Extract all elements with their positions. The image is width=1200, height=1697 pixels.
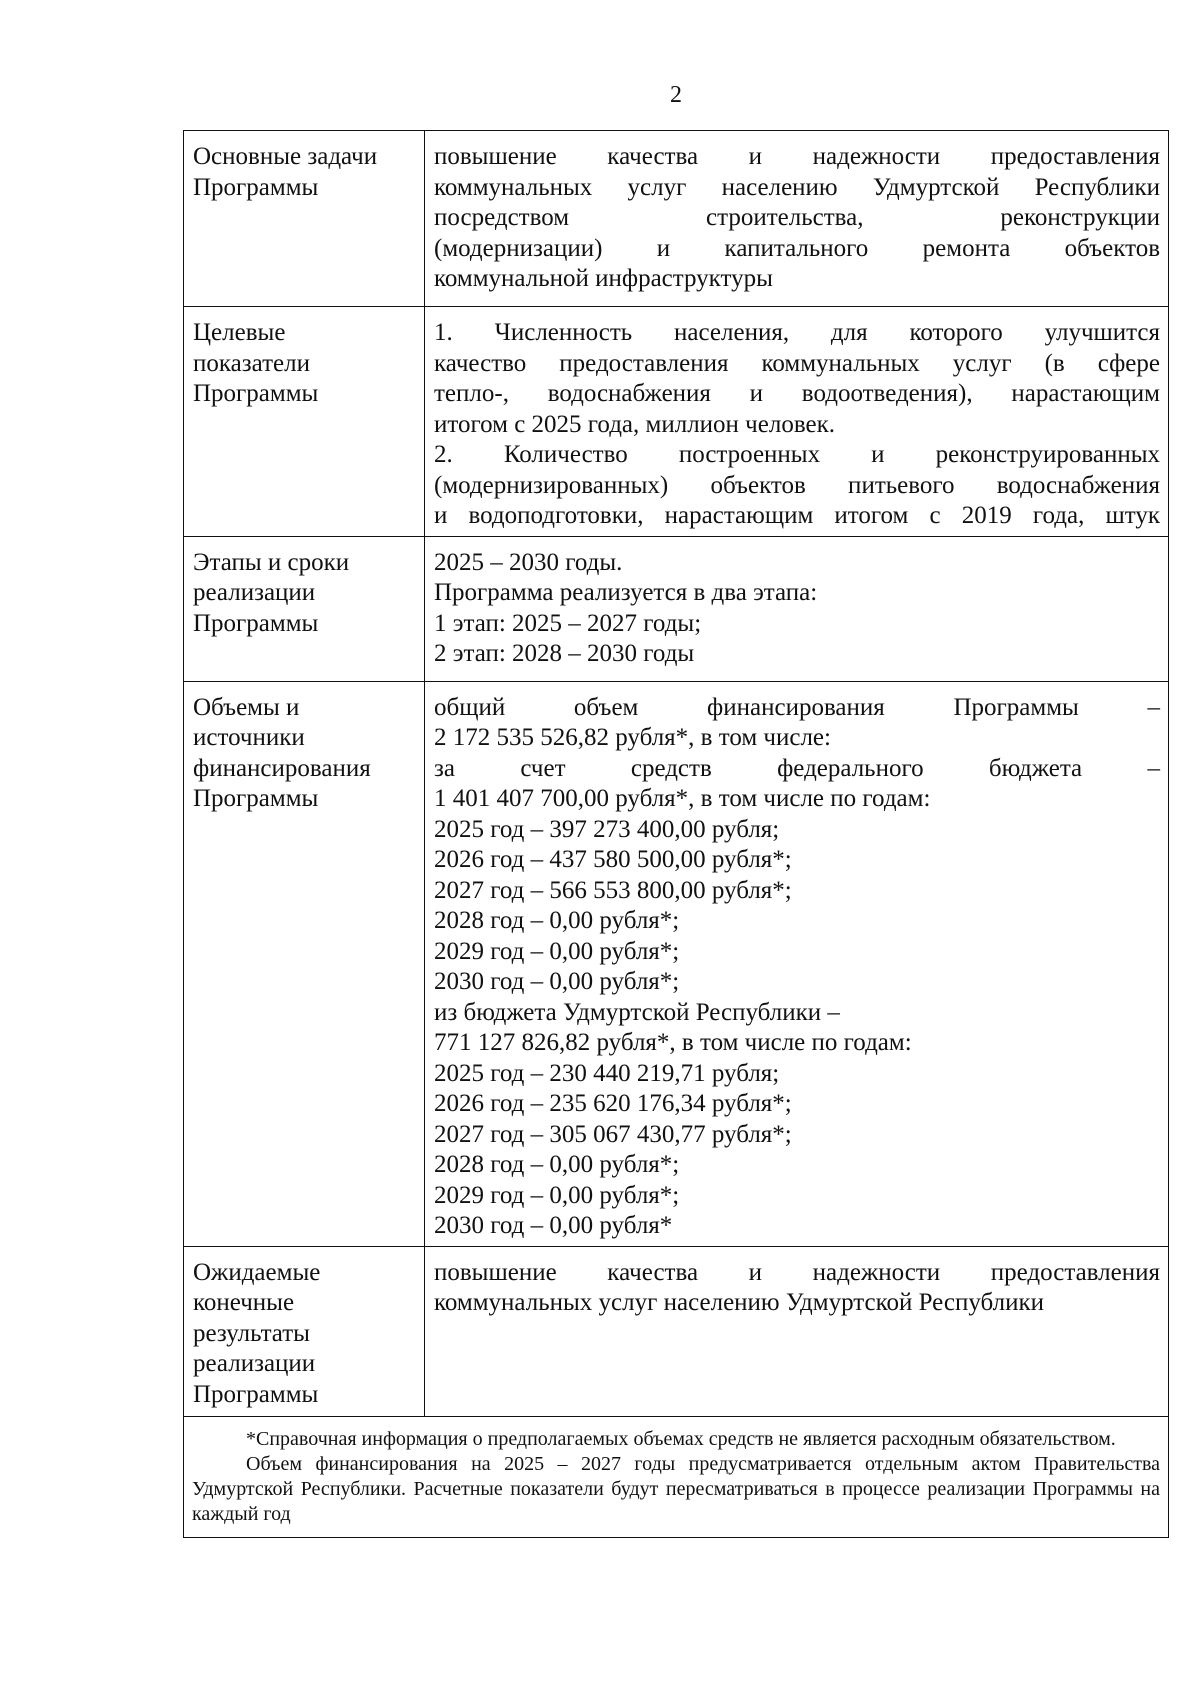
value-line: за счет средств федерального бюджета – — [434, 754, 1160, 782]
row-label — [184, 681, 425, 1246]
value-line: коммунальных услуг населению Удмуртской Республики — [434, 173, 1160, 201]
label-line: Программы — [193, 1380, 319, 1408]
label-line: финансирования — [193, 754, 371, 782]
row-value — [425, 681, 1169, 1246]
value-line: 1 401 407 700,00 рубля*, в том числе по годам: — [434, 785, 931, 812]
value-line: посредством строительства, реконструкции — [434, 204, 1160, 231]
label-line: Целевые — [193, 319, 286, 346]
value-line: общий объем финансирования Программы – — [434, 693, 1160, 721]
footnote — [184, 1416, 1169, 1537]
value-line: тепло-, водоснабжения и водоотведения), нарастающим — [434, 380, 1160, 407]
value-line: Программа реализуется в два этапа: — [434, 579, 818, 606]
label-line: реализации — [193, 579, 316, 606]
value-line: 2025 год – 230 440 219,71 рубля; — [434, 1059, 780, 1087]
page-number: 2 — [670, 82, 682, 108]
footnote-paragraph: Объем финансирования на 2025 – 2027 годы предусматривается отдельным актом Правительства Удмуртской Республики. Расчетные показатели будут пересматриваться в процессе реализации Программы на каждый год — [192, 1452, 1160, 1525]
row-value — [425, 536, 1169, 681]
row-label — [184, 536, 425, 681]
label-line: Ожидаемые — [193, 1258, 321, 1286]
label-line: результаты — [193, 1319, 310, 1347]
value-line: и водоподготовки, нарастающим итогом с 2019 года, штук — [434, 502, 1160, 529]
label-line: Этапы и сроки — [193, 548, 350, 576]
value-line: 2029 год – 0,00 рубля*; — [434, 1181, 680, 1209]
value-line: 2030 год – 0,00 рубля*; — [434, 968, 680, 995]
value-line: коммунальных услуг населению Удмуртской Республики — [434, 1289, 1044, 1316]
label-line: конечные — [193, 1289, 295, 1316]
footnote-row — [184, 1416, 1169, 1537]
table-row — [184, 1246, 1169, 1416]
value-line: 2026 год – 437 580 500,00 рубля*; — [434, 846, 792, 873]
value-line: (модернизированных) объектов питьевого водоснабжения — [434, 471, 1160, 499]
value-line: 2. Количество построенных и реконструированных — [434, 441, 1160, 468]
value-line: повышение качества и надежности предоставления — [434, 143, 1160, 170]
footnote-paragraph: *Справочная информация о предполагаемых объемах средств не является расходным обязательством. — [246, 1427, 1116, 1450]
row-label — [184, 307, 425, 537]
value-line: 1. Численность населения, для которого улучшится — [434, 319, 1160, 346]
row-value — [425, 131, 1169, 307]
value-line: повышение качества и надежности предоставления — [434, 1258, 1160, 1286]
label-line: Основные задачи — [193, 143, 378, 170]
value-line: 2027 год – 566 553 800,00 рубля*; — [434, 876, 792, 904]
program-passport-table — [183, 130, 1169, 1538]
label-line: Программы — [193, 609, 319, 637]
value-line: итогом с 2025 года, миллион человек. — [434, 410, 835, 438]
row-value — [425, 1246, 1169, 1416]
value-line: 771 127 826,82 рубля*, в том числе по годам: — [434, 1029, 912, 1056]
label-line: реализации — [193, 1350, 316, 1377]
value-line: 2 172 535 526,82 рубля*, в том числе: — [434, 724, 831, 751]
row-value — [425, 307, 1169, 537]
value-line: 2026 год – 235 620 176,34 рубля*; — [434, 1090, 792, 1117]
label-line: Программы — [193, 785, 319, 812]
value-line: из бюджета Удмуртской Республики – — [434, 998, 840, 1026]
value-line: 1 этап: 2025 – 2027 годы; — [434, 609, 702, 637]
label-line: источники — [193, 724, 305, 751]
label-line: Объемы и — [193, 693, 300, 721]
value-line: 2027 год – 305 067 430,77 рубля*; — [434, 1120, 792, 1148]
table-row — [184, 681, 1169, 1246]
table-row — [184, 536, 1169, 681]
value-line: 2025 – 2030 годы. — [434, 548, 623, 576]
value-line: 2029 год – 0,00 рубля*; — [434, 937, 680, 965]
value-line: качество предоставления коммунальных услуг (в сфере — [434, 349, 1160, 377]
value-line: 2025 год – 397 273 400,00 рубля; — [434, 815, 780, 843]
table-row — [184, 307, 1169, 537]
value-line: (модернизации) и капитального ремонта объектов — [434, 234, 1160, 262]
value-line: 2030 год – 0,00 рубля* — [434, 1212, 673, 1239]
label-line: показатели — [193, 349, 310, 377]
value-line: коммунальной инфраструктуры — [434, 265, 773, 292]
label-line: Программы — [193, 173, 319, 201]
table-row — [184, 131, 1169, 307]
value-line: 2028 год – 0,00 рубля*; — [434, 1151, 680, 1178]
label-line: Программы — [193, 380, 319, 407]
value-line: 2028 год – 0,00 рубля*; — [434, 907, 680, 934]
row-label — [184, 1246, 425, 1416]
value-line: 2 этап: 2028 – 2030 годы — [434, 640, 695, 667]
row-label — [184, 131, 425, 307]
